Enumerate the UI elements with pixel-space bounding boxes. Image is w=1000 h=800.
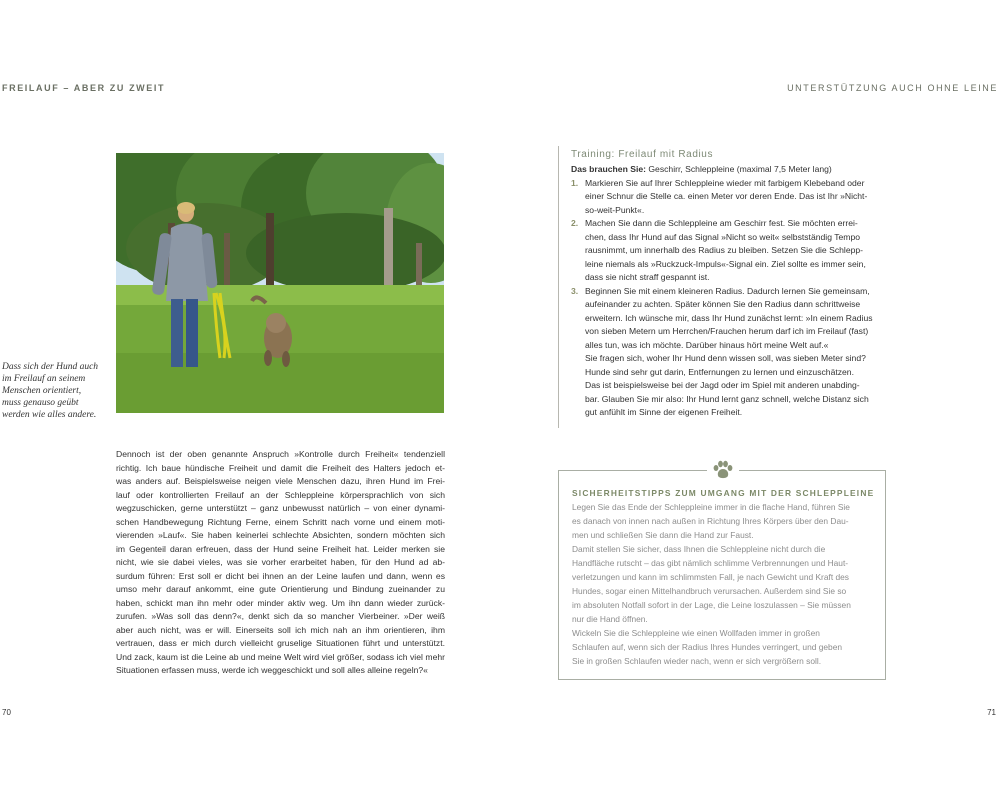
step-number: 1. <box>571 177 579 188</box>
step-line: Machen Sie dann die Schleppleine am Geschirr fest. Sie möchten errei- <box>585 218 858 228</box>
step-line: Hunde sind sehr gut darin, Entfernungen zu lernen und einzuschätzen. <box>585 366 854 377</box>
step-line: Sie fragen sich, woher Ihr Hund denn wissen soll, was sieben Meter sind? <box>585 353 866 363</box>
running-header-right: UNTERSTÜTZUNG AUCH OHNE LEINE <box>787 83 998 93</box>
safety-text <box>572 500 873 668</box>
body-line: surdum führen: Erst soll er dicht bei ihnen an der Leine laufen und dann, wenn es <box>116 570 445 581</box>
step-line: einer Schnur die Stelle ca. einen Meter vor deren Ende. Das ist Ihr »Nicht- <box>585 191 868 201</box>
step-line: bar. Glauben Sie mir also: Ihr Hund lernt ganz schnell, welche Distanz sich <box>585 393 869 404</box>
training-step <box>571 285 888 420</box>
body-line: vertrauen, dass er mich durch vielleicht gruselige Situationen führt und unterstützt. <box>116 638 445 648</box>
body-line: zurufen. »Was soll das denn?«, denkt sich da so mancher Vierbeiner. »Der weiß <box>116 611 445 621</box>
step-line: Das ist beispielsweise bei der Jagd oder im Spiel mit anderen unabding- <box>585 380 860 390</box>
safety-tips-box <box>558 470 886 680</box>
step-number: 2. <box>571 218 579 228</box>
photo-caption <box>2 361 108 421</box>
running-header-left: FREILAUF – ABER ZU ZWEIT <box>2 83 166 93</box>
safety-line: verletzungen und kann im schlimmsten Fall, je nach Gewicht und Kraft des <box>572 572 849 582</box>
caption-line: im Freilauf an seinem <box>2 374 86 384</box>
page-number-left: 70 <box>2 708 11 717</box>
step-line: aufeinander zu achten. Später können Sie den Radius dann schrittweise <box>585 299 861 309</box>
step-line: dass sie nicht straff gespannt ist. <box>585 272 710 282</box>
step-line: erweitern. Ich wünsche mir, dass Ihr Hund zunächst lernt: »In einem Radius <box>585 312 873 323</box>
step-line: von sieben Metern um Herrchen/Frauchen herum darf ich im Freilauf (fast) <box>585 326 869 336</box>
training-needs-text: Geschirr, Schleppleine (maximal 7,5 Meter lang) <box>645 164 832 174</box>
caption-line: Menschen orientiert, <box>2 386 82 396</box>
training-needs <box>571 163 888 177</box>
step-line: gut anfühlt im Sinne der eigenen Freiheit. <box>585 407 743 417</box>
paw-icon <box>707 457 739 483</box>
safety-line: im absoluten Notfall sofort in der Lage, die Leine loszulassen – Sie müssen <box>572 600 851 610</box>
body-line: vierenden »Lauf«. Sie haben keinerlei schlechte Absichten, sondern möchten sich <box>116 530 445 540</box>
body-line: umso mehr darauf ankommt, eine gute Orientierung und Bindung zueinander zu <box>116 584 445 594</box>
caption-line: Dass sich der Hund auch <box>2 362 99 372</box>
page-number-right: 71 <box>987 708 996 717</box>
training-title: Training: Freilauf mit Radius <box>571 149 714 160</box>
step-number: 3. <box>571 285 579 296</box>
step-line: leine niemals als »Ruckzuck-Impuls«-Signal ein. Ziel sollte es immer sein, <box>585 258 866 269</box>
body-line: Und zack, kaum ist die Leine ab und meine Welt wird viel größer, sodass ich viel mehr <box>116 651 445 662</box>
safety-line: men und schließen Sie dann die Hand zur Faust. <box>572 530 754 540</box>
body-line: nicht, wie sie dabei vieles, was sie vorher erarbeitet haben, für den Hund ad ab- <box>116 557 445 567</box>
body-line: Situationen erfassen muss, werde ich weggeschickt und soll alles alleine regeln?« <box>116 665 428 675</box>
step-line: so-weit-Punkt«. <box>585 204 645 215</box>
body-line: richtig. Ich baue hündische Freiheit und damit die Freiheit des Halters jedoch et- <box>116 462 445 473</box>
safety-line: es danach von innen nach außen in Richtung Ihres Körpers über den Dau- <box>572 516 849 526</box>
caption-line: werden wie alles andere. <box>2 410 97 420</box>
safety-line: Wickeln Sie die Schleppleine wie einen Wollfaden immer in großen <box>572 628 820 638</box>
step-line: alles tun, was ich möchte. Darüber hinaus hört meine Welt auf.« <box>585 339 829 350</box>
training-step <box>571 177 888 218</box>
step-line: Beginnen Sie mit einem kleineren Radius. Dadurch lernen Sie gemeinsam, <box>585 285 870 296</box>
safety-line: nur die Hand öffnen. <box>572 614 648 624</box>
safety-line: Legen Sie das Ende der Schleppleine immer in die flache Hand, führen Sie <box>572 502 850 512</box>
safety-line: Handfläche rutscht – das gibt nämlich schlimme Verbrennungen und Haut- <box>572 558 849 568</box>
body-line: wegzuschicken, gerne unterstützt – ganz unbewusst natürlich – von einer dynami- <box>116 503 445 513</box>
caption-line: muss genauso geübt <box>2 398 79 408</box>
body-line: im Gegenteil daran erfreuen, dass der Hund seine Freiheit hat. Leider merken sie <box>116 543 445 554</box>
body-text <box>116 448 445 678</box>
training-needs-label: Das brauchen Sie: <box>571 164 646 174</box>
training-box <box>558 146 888 428</box>
safety-line: Sie in großen Schlaufen wieder nach, wenn er sich vergrößern soll. <box>572 656 822 666</box>
body-line: schen Handbewegung Richtung Ferne, einem Schritt nach vorne und einem moti- <box>116 516 445 527</box>
safety-line: Hundes, sogar einen Mittelhandbruch verursachen. Außerdem sind Sie so <box>572 586 847 596</box>
safety-line: Schlaufen auf, wenn sich der Radius Ihres Hundes verringert, und geben <box>572 642 843 652</box>
body-line: aber auch nicht, was er will. Einerseits soll ich mich nah an ihm orientieren, ihm <box>116 624 445 635</box>
body-line: was anders auf. Beispielsweise neigen viele Menschen dazu, ihren Hund im Frei- <box>116 476 445 486</box>
photo-woman-with-dog <box>116 153 444 413</box>
step-line: Markieren Sie auf Ihrer Schleppleine wieder mit farbigem Klebeband oder <box>585 177 865 188</box>
body-line: Dennoch ist der oben genannte Anspruch »Kontrolle durch Freiheit« tendenziell <box>116 449 445 459</box>
body-line: haben, schickt man ihn mehr oder minder aktiv weg. Um ihn dann wieder zurück- <box>116 597 445 608</box>
training-step <box>571 217 888 285</box>
safety-line: Damit stellen Sie sicher, dass Ihnen die Schleppleine nicht durch die <box>572 544 826 554</box>
step-line: chen, dass Ihr Hund auf das Signal »Nicht so weit« selbstständig Tempo <box>585 231 860 242</box>
training-steps <box>571 177 888 420</box>
step-line: rausnimmt, um innerhalb des Radius zu bleiben. Setzen Sie die Schlepp- <box>585 245 864 255</box>
safety-title: SICHERHEITSTIPPS ZUM UMGANG MIT DER SCHLEPPLEINE <box>572 488 875 498</box>
body-line: lauf oder kontrollierten Freilauf an der Schleppleine körpersprachlich von sich <box>116 489 445 500</box>
